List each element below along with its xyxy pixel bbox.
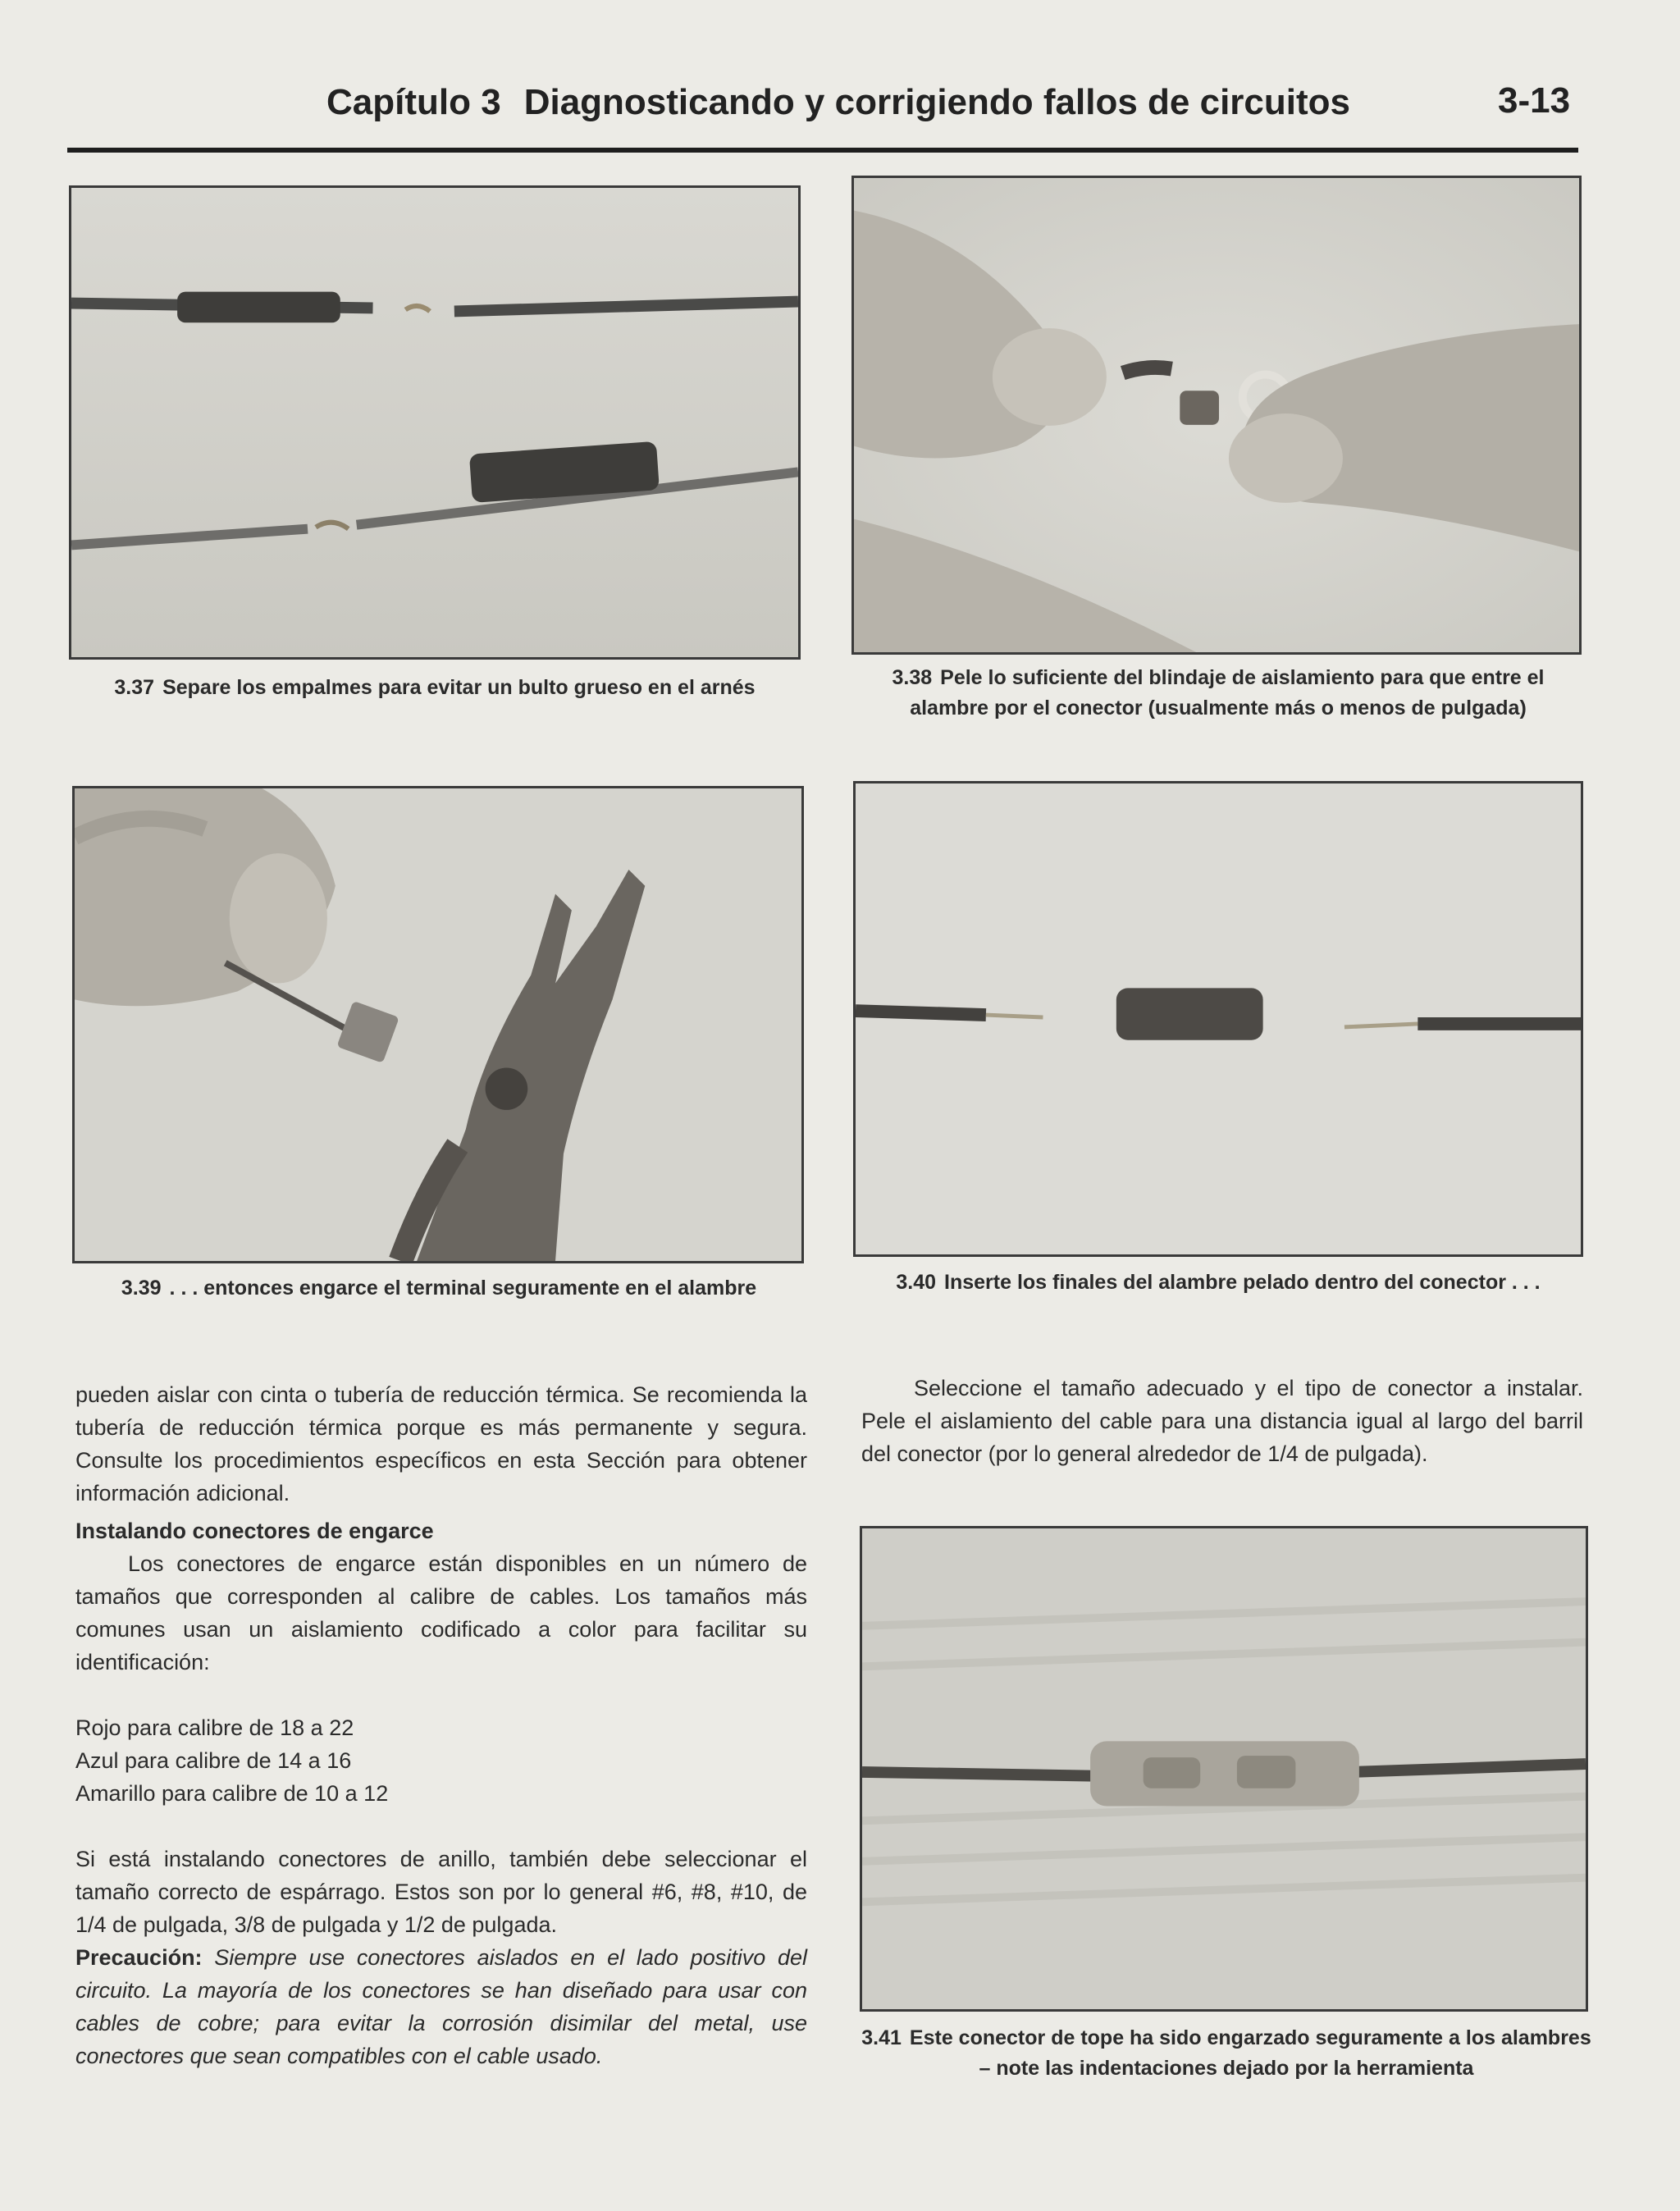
- figure-3-39-photo: [72, 786, 804, 1263]
- chapter-label: Capítulo 3: [326, 82, 501, 122]
- caution-label: Precaución:: [75, 1945, 203, 1970]
- figure-3-39-caption: [82, 1273, 796, 1304]
- right-column-paragraph: Seleccione el tamaño adecuado y el tipo de conector a instalar. Pele el aislamiento del cable para una distancia igual al largo del barril del conector (por lo general alrededor de 1/4 de pulgada).: [861, 1376, 1583, 1466]
- figure-number: 3.40: [896, 1271, 937, 1294]
- figure-caption-text: Inserte los finales del alambre pelado dentro del conector . . .: [944, 1271, 1541, 1294]
- section-heading: Instalando conectores de engarce: [75, 1519, 434, 1543]
- header-rule: [67, 148, 1578, 153]
- chapter-title: Diagnosticando y corrigiendo fallos de circuitos: [523, 82, 1350, 122]
- figure-3-37-photo: [69, 185, 801, 660]
- spacer: [75, 1679, 807, 1711]
- list-item: Rojo para calibre de 18 a 22: [75, 1715, 354, 1740]
- figure-number: 3.37: [114, 676, 155, 699]
- figure-caption-text: Pele lo suficiente del blindaje de aislamiento para que entre el alambre por el conector (usualmente más o menos de pulgada): [910, 666, 1545, 719]
- figure-caption-text: Separe los empalmes para evitar un bulto grueso en el arnés: [162, 676, 756, 699]
- spacer: [75, 1810, 807, 1843]
- list-item: Azul para calibre de 14 a 16: [75, 1748, 352, 1773]
- figure-caption-text: Este conector de tope ha sido engarzado seguramente a los alambres – note las indentaciones dejado por la herramienta: [909, 2026, 1591, 2080]
- figure-3-41-photo: [860, 1526, 1588, 2012]
- figure-3-38-caption: [861, 663, 1575, 724]
- section-paragraph: Los conectores de engarce están disponibles en un número de tamaños que corresponden al calibre de cables. Los tamaños más comunes usan un aislamiento codificado a color para facilitar su identificación:: [75, 1551, 807, 1674]
- figure-3-40-caption: [861, 1268, 1575, 1298]
- page-number: 3-13: [1498, 80, 1571, 121]
- figure-caption-text: . . . entonces engarce el terminal seguramente en el alambre: [169, 1277, 757, 1300]
- page-header: [326, 82, 1350, 123]
- left-column: [75, 1378, 807, 2072]
- figure-3-38-photo: [851, 176, 1582, 655]
- figure-number: 3.39: [121, 1277, 162, 1300]
- ring-connector-paragraph: Si está instalando conectores de anillo, también debe seleccionar el tamaño correcto de espárrago. Estos son por lo general #6, #8, #10, de 1/4 de pulgada, 3/8 de pulgada y 1/2 de pulgada.: [75, 1847, 807, 1937]
- figure-3-40-photo: [853, 781, 1583, 1257]
- intro-paragraph: pueden aislar con cinta o tubería de reducción térmica. Se recomienda la tubería de reducción térmica porque es más permanente y segura. Consulte los procedimientos específicos en esta Sección para obtener información adicional.: [75, 1382, 807, 1505]
- figure-number: 3.38: [892, 666, 933, 689]
- figure-number: 3.41: [861, 2026, 902, 2049]
- figure-3-37-caption: [82, 673, 788, 703]
- color-code-list: [75, 1711, 807, 1810]
- caution-paragraph: [75, 1941, 807, 2072]
- list-item: Amarillo para calibre de 10 a 12: [75, 1781, 389, 1806]
- figure-3-41-caption: [861, 2023, 1591, 2084]
- caution-text: Siempre use conectores aislados en el lado positivo del circuito. La mayoría de los conectores se han diseñado para usar con cables de cobre; para evitar la corrosión disimilar del metal, use conectores que sean compatibles con el cable usado.: [75, 1945, 807, 2068]
